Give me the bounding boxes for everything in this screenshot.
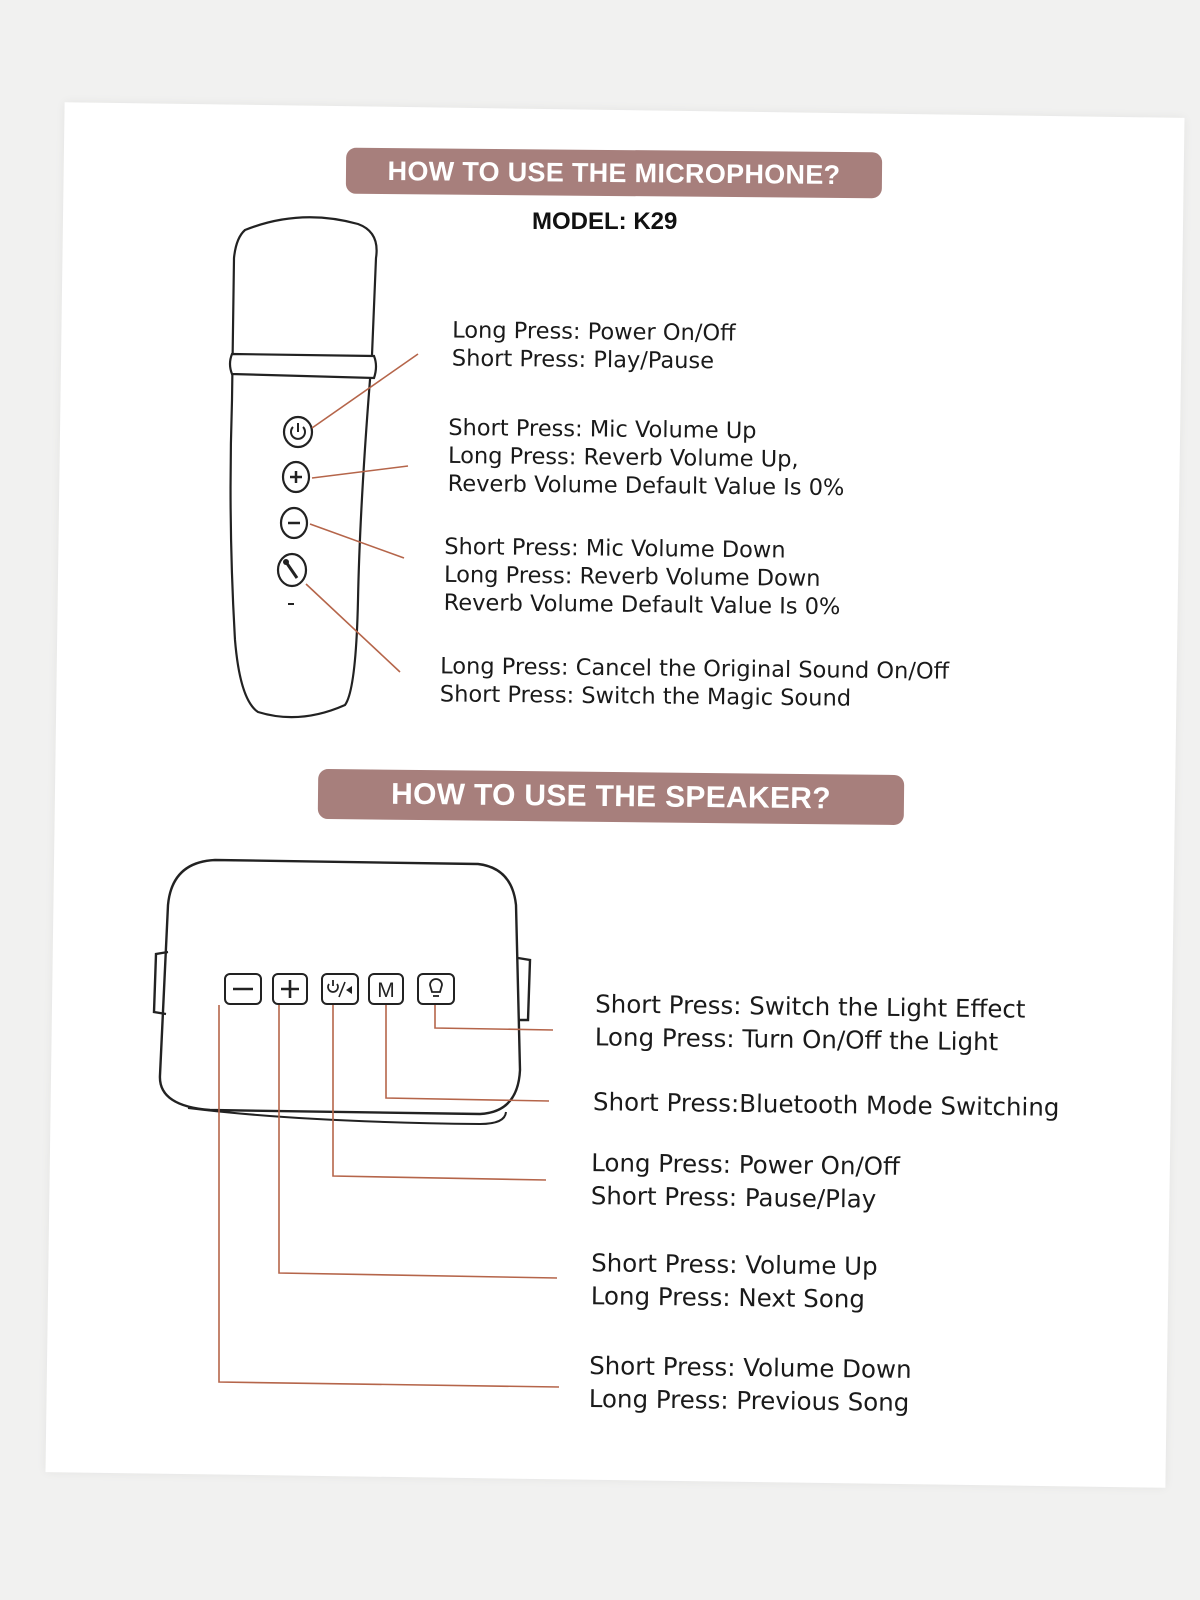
- speaker-button-play-pause-power: [322, 974, 358, 1004]
- desc-line: Long Press: Next Song: [590, 1281, 866, 1314]
- spk-desc-mode: [593, 1085, 1060, 1124]
- mic-button-plus: [283, 462, 309, 492]
- desc-line: Short Press: Switch the Light Effect: [595, 989, 1026, 1024]
- desc-line: Long Press: Turn On/Off the Light: [594, 1022, 999, 1057]
- desc-line: Short Press: Volume Down: [589, 1351, 912, 1384]
- mic-desc-volume-up: [448, 414, 846, 502]
- speaker-button-minus: [225, 974, 261, 1004]
- mic-button-minus: [281, 508, 307, 538]
- spk-desc-volume-down: [589, 1349, 912, 1419]
- speaker-heading: HOW TO USE THE SPEAKER?: [318, 769, 904, 825]
- spk-desc-power: [591, 1146, 900, 1216]
- desc-line: Short Press: Mic Volume Up: [448, 414, 757, 445]
- desc-line: Short Press: Volume Up: [591, 1248, 878, 1281]
- desc-line: Long Press: Power On/Off: [452, 317, 736, 347]
- desc-line: Short Press:Bluetooth Mode Switching: [592, 1087, 1060, 1122]
- desc-line: Long Press: Power On/Off: [591, 1148, 901, 1181]
- desc-line: Short Press: Mic Volume Down: [444, 533, 786, 564]
- desc-line: Short Press: Switch the Magic Sound: [439, 681, 852, 712]
- desc-line: Long Press: Reverb Volume Down: [443, 561, 821, 592]
- speaker-button-plus: [273, 974, 307, 1004]
- desc-line: Reverb Volume Default Value Is 0%: [447, 470, 845, 502]
- speaker-button-light: [418, 974, 454, 1004]
- mic-desc-volume-down: [444, 533, 842, 621]
- mic-desc-sound: [440, 652, 950, 713]
- spk-desc-light: [595, 987, 1026, 1058]
- microphone-heading: HOW TO USE THE MICROPHONE?: [346, 148, 882, 199]
- mode-m-glyph: M: [377, 979, 395, 1002]
- mic-desc-power: [452, 317, 736, 376]
- desc-line: Short Press: Play/Pause: [451, 345, 715, 375]
- desc-line: Long Press: Previous Song: [588, 1384, 910, 1417]
- model-label: MODEL: K29: [532, 208, 678, 235]
- mic-button-mic: [278, 554, 306, 586]
- desc-line: Long Press: Reverb Volume Up,: [447, 442, 799, 473]
- desc-line: Short Press: Pause/Play: [590, 1181, 877, 1214]
- desc-line: Reverb Volume Default Value Is 0%: [443, 589, 841, 621]
- desc-line: Long Press: Cancel the Original Sound On/Off: [440, 653, 950, 685]
- mic-button-power: [284, 417, 312, 447]
- spk-desc-volume-up: [591, 1246, 878, 1315]
